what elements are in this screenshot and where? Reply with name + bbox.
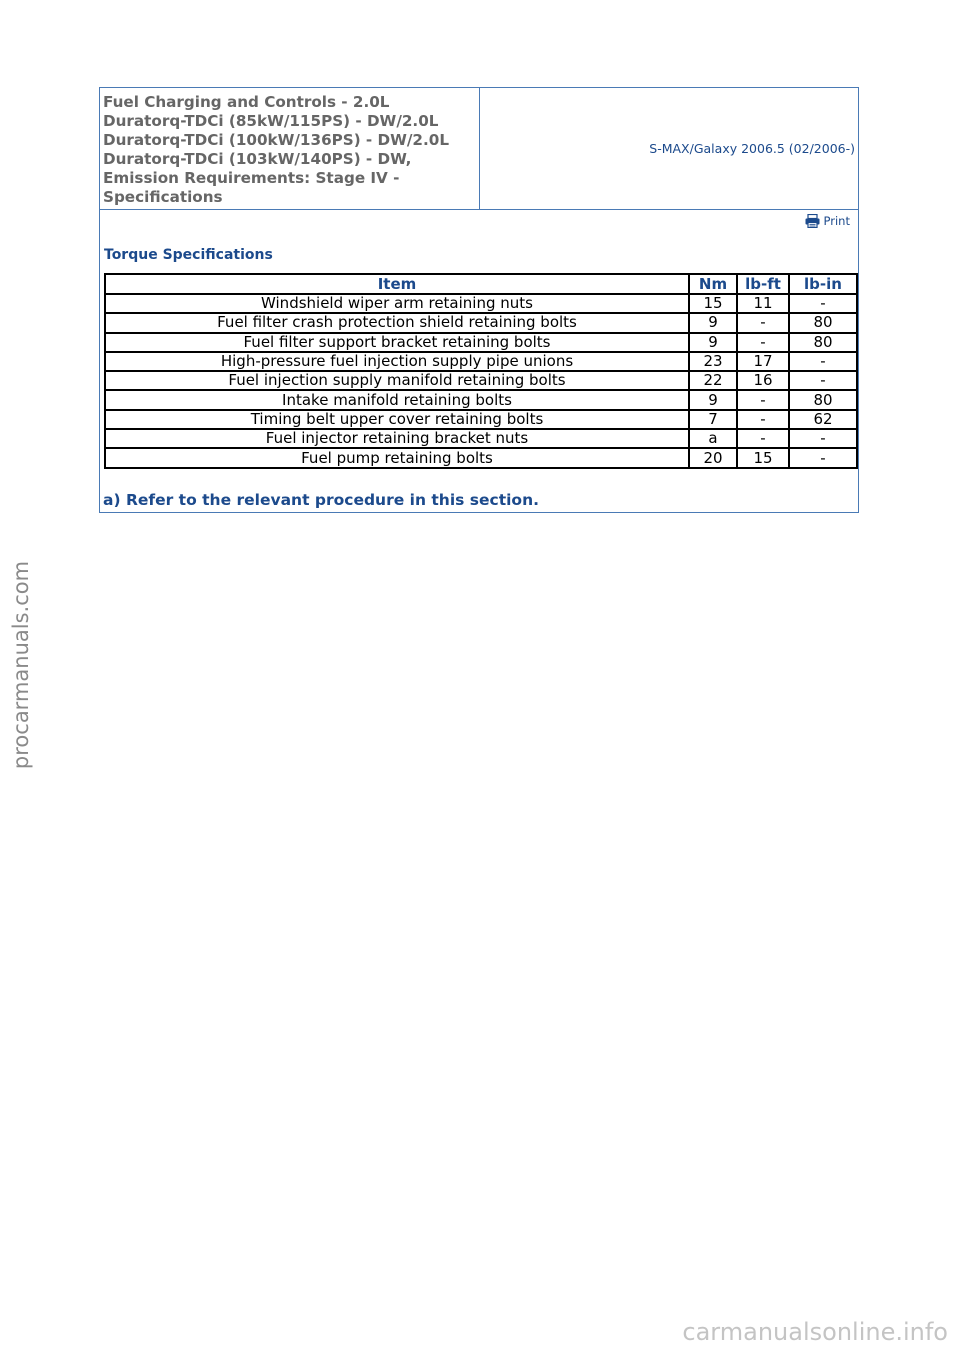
side-watermark [6, 555, 36, 775]
cell-nm: 9 [689, 333, 737, 352]
document-frame [99, 87, 859, 513]
column-header-nm: Nm [689, 274, 737, 294]
column-header-item: Item [105, 274, 689, 294]
document-header [100, 88, 858, 210]
cell-nm: 7 [689, 410, 737, 429]
cell-lb-in: - [789, 429, 857, 448]
cell-lb-in: 80 [789, 390, 857, 409]
cell-item: Timing belt upper cover retaining bolts [105, 410, 689, 429]
side-watermark-text: procarmanuals.com [9, 560, 33, 770]
cell-item: Intake manifold retaining bolts [105, 390, 689, 409]
cell-lb-ft: 15 [737, 448, 789, 467]
cell-lb-ft: - [737, 313, 789, 332]
printer-icon [805, 214, 820, 228]
vehicle-model-text: S-MAX/Galaxy 2006.5 (02/2006-) [649, 141, 855, 156]
cell-lb-in: 80 [789, 313, 857, 332]
cell-nm: 23 [689, 352, 737, 371]
cell-item: Windshield wiper arm retaining nuts [105, 294, 689, 313]
table-row [105, 371, 857, 390]
cell-item: Fuel filter crash protection shield retaining bolts [105, 313, 689, 332]
cell-lb-in: 62 [789, 410, 857, 429]
cell-item: High-pressure fuel injection supply pipe unions [105, 352, 689, 371]
table-header-row [105, 274, 857, 294]
cell-lb-ft: 16 [737, 371, 789, 390]
bottom-watermark: carmanualsonline.info [682, 1318, 948, 1346]
footnote: a) Refer to the relevant procedure in this section. [103, 491, 539, 509]
cell-item: Fuel filter support bracket retaining bolts [105, 333, 689, 352]
column-header-lb-ft: lb-ft [737, 274, 789, 294]
cell-nm: 22 [689, 371, 737, 390]
cell-nm: 9 [689, 390, 737, 409]
cell-lb-ft: 17 [737, 352, 789, 371]
print-button[interactable] [805, 214, 850, 228]
table-row [105, 448, 857, 467]
cell-item: Fuel injection supply manifold retaining bolts [105, 371, 689, 390]
cell-item: Fuel pump retaining bolts [105, 448, 689, 467]
cell-lb-in: - [789, 294, 857, 313]
cell-lb-in: - [789, 371, 857, 390]
cell-lb-ft: - [737, 410, 789, 429]
table-row [105, 313, 857, 332]
vehicle-model [480, 88, 858, 209]
cell-item: Fuel injector retaining bracket nuts [105, 429, 689, 448]
table-row [105, 410, 857, 429]
cell-nm: a [689, 429, 737, 448]
table-row [105, 352, 857, 371]
cell-lb-ft: 11 [737, 294, 789, 313]
table-row [105, 390, 857, 409]
cell-lb-ft: - [737, 429, 789, 448]
cell-lb-in: - [789, 352, 857, 371]
table-row [105, 294, 857, 313]
document-title: Fuel Charging and Controls - 2.0L Duratorq-TDCi (85kW/115PS) - DW/2.0L Duratorq-TDCi (100kW/136PS) - DW/2.0L Duratorq-TDCi (103kW/140PS) - DW, Emission Requirements: Stage IV - Specifications [103, 93, 450, 206]
table-row [105, 333, 857, 352]
table-row [105, 429, 857, 448]
torque-table [104, 273, 858, 469]
cell-lb-ft: - [737, 333, 789, 352]
cell-nm: 9 [689, 313, 737, 332]
cell-nm: 15 [689, 294, 737, 313]
cell-lb-ft: - [737, 390, 789, 409]
column-header-lb-in: lb-in [789, 274, 857, 294]
cell-lb-in: - [789, 448, 857, 467]
section-title: Torque Specifications [104, 247, 273, 263]
cell-nm: 20 [689, 448, 737, 467]
cell-lb-in: 80 [789, 333, 857, 352]
print-label[interactable]: Print [823, 214, 850, 228]
